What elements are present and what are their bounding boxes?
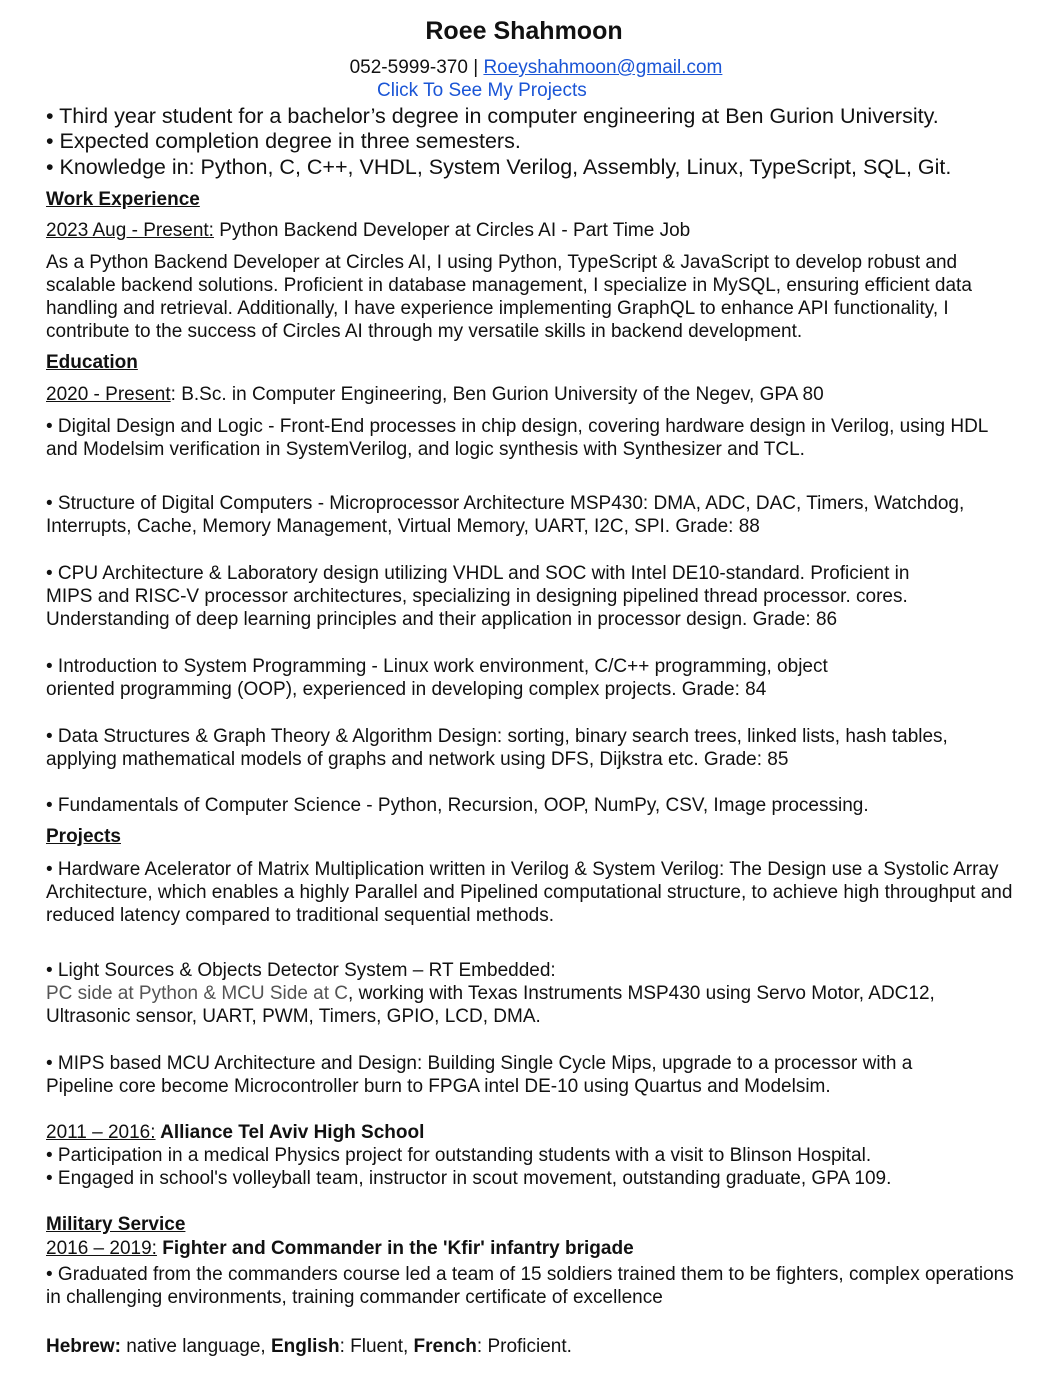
- work-experience-heading: Work Experience: [46, 189, 200, 210]
- course-item: • Fundamentals of Computer Science - Python, Recursion, OOP, NumPy, CSV, Image processing.: [46, 795, 869, 816]
- highschool-name: Alliance Tel Aviv High School: [155, 1122, 425, 1143]
- highschool-entry: [46, 1122, 424, 1144]
- french-label: French: [413, 1336, 477, 1357]
- military-entry: [46, 1238, 634, 1260]
- military-heading: Military Service: [46, 1214, 186, 1235]
- course-item: • Introduction to System Programming - Linux work environment, C/C++ programming, object oriented programming (OOP), experienced in developing complex projects. Grade: 84: [46, 656, 828, 700]
- project-sides: PC side at Python & MCU Side at C: [46, 983, 349, 1004]
- course-item: • CPU Architecture & Laboratory design utilizing VHDL and SOC with Intel DE10-standard. Proficient in MIPS and RISC-V processor architectures, specializing in designing pipelined thread processor. cores. Understanding of deep learning principles and their application in processor design. Grade: 86: [46, 563, 910, 630]
- education-degree: [46, 384, 824, 406]
- summary-item: • Third year student for a bachelor’s degree in computer engineering at Ben Gurion University.: [46, 104, 939, 128]
- summary-item: • Knowledge in: Python, C, C++, VHDL, System Verilog, Assembly, Linux, TypeScript, SQL, Git.: [46, 155, 952, 179]
- military-description: • Graduated from the commanders course led a team of 15 soldiers trained them to be fighters, complex operations in challenging environments, training commander certificate of excellence: [46, 1264, 1014, 1308]
- highschool-item: • Participation in a medical Physics project for outstanding students with a visit to Blinson Hospital.: [46, 1145, 872, 1166]
- candidate-name: Roee Shahmoon: [425, 17, 623, 45]
- projects-link[interactable]: Click To See My Projects: [377, 80, 587, 101]
- project-title: • Light Sources & Objects Detector System – RT Embedded:: [46, 960, 556, 981]
- education-heading: Education: [46, 352, 138, 373]
- project-item: • Hardware Acelerator of Matrix Multiplication written in Verilog & System Verilog: The Design use a Systolic Array Architecture, which enables a highly Parallel and Pipelined computational structure, to achieve high throughput and reduced latency compared to traditional sequential methods.: [46, 859, 1013, 926]
- contact-separator: |: [467, 57, 484, 78]
- contact-line: [0, 57, 1048, 79]
- hebrew-label: Hebrew:: [46, 1336, 121, 1357]
- work-title: Python Backend Developer at Circles AI - Part Time Job: [213, 220, 691, 241]
- course-item: • Data Structures & Graph Theory & Algorithm Design: sorting, binary search trees, linked lists, hash tables, applying mathematical models of graphs and network using DFS, Dijkstra etc. Grade: 85: [46, 726, 948, 770]
- project-details: , working with Texas Instruments MSP430 using Servo Motor, ADC12, Ultrasonic sensor, UART, PWM, Timers, GPIO, LCD, DMA.: [46, 983, 935, 1027]
- projects-heading: Projects: [46, 826, 121, 847]
- summary-item: • Expected completion degree in three semesters.: [46, 129, 521, 153]
- phone-number: 052-5999-370: [349, 57, 468, 78]
- english-value: : Fluent,: [339, 1336, 414, 1357]
- military-date: 2016 – 2019:: [46, 1238, 157, 1259]
- english-label: English: [270, 1336, 340, 1357]
- email-link[interactable]: Roeyshahmoon@gmail.com: [483, 57, 723, 78]
- languages-line: [46, 1336, 572, 1358]
- hebrew-value: native language,: [120, 1336, 271, 1357]
- highschool-date: 2011 – 2016:: [46, 1122, 156, 1143]
- project-item: [46, 959, 1016, 1028]
- work-date: 2023 Aug - Present:: [46, 220, 214, 241]
- course-item: • Structure of Digital Computers - Microprocessor Architecture MSP430: DMA, ADC, DAC, Timers, Watchdog, Interrupts, Cache, Memory Management, Virtual Memory, UART, I2C, SPI. Grade: 88: [46, 493, 965, 537]
- degree-text: : B.Sc. in Computer Engineering, Ben Gurion University of the Negev, GPA 80: [170, 384, 824, 405]
- french-value: : Proficient.: [476, 1336, 572, 1357]
- military-role: Fighter and Commander in the 'Kfir' infantry brigade: [156, 1238, 634, 1259]
- work-entry: [46, 220, 690, 242]
- education-date: 2020 - Present: [46, 384, 171, 405]
- highschool-item: • Engaged in school's volleyball team, instructor in scout movement, outstanding graduate, GPA 109.: [46, 1168, 892, 1189]
- course-item: • Digital Design and Logic - Front-End processes in chip design, covering hardware design in Verilog, using HDL and Modelsim verification in SystemVerilog, and logic synthesis with Synthesizer and TCL.: [46, 416, 988, 460]
- work-description: As a Python Backend Developer at Circles AI, I using Python, TypeScript & JavaScript to develop robust and scalable backend solutions. Proficient in database management, I specialize in MySQL, ensuring efficient data handling and retrieval. Additionally, I have experience implementing GraphQL to enhance API functionality, I contribute to the success of Circles AI through my versatile skills in backend development.: [46, 252, 972, 342]
- project-item: • MIPS based MCU Architecture and Design: Building Single Cycle Mips, upgrade to a processor with a Pipeline core become Microcontroller burn to FPGA intel DE-10 using Quartus and Modelsim.: [46, 1053, 913, 1097]
